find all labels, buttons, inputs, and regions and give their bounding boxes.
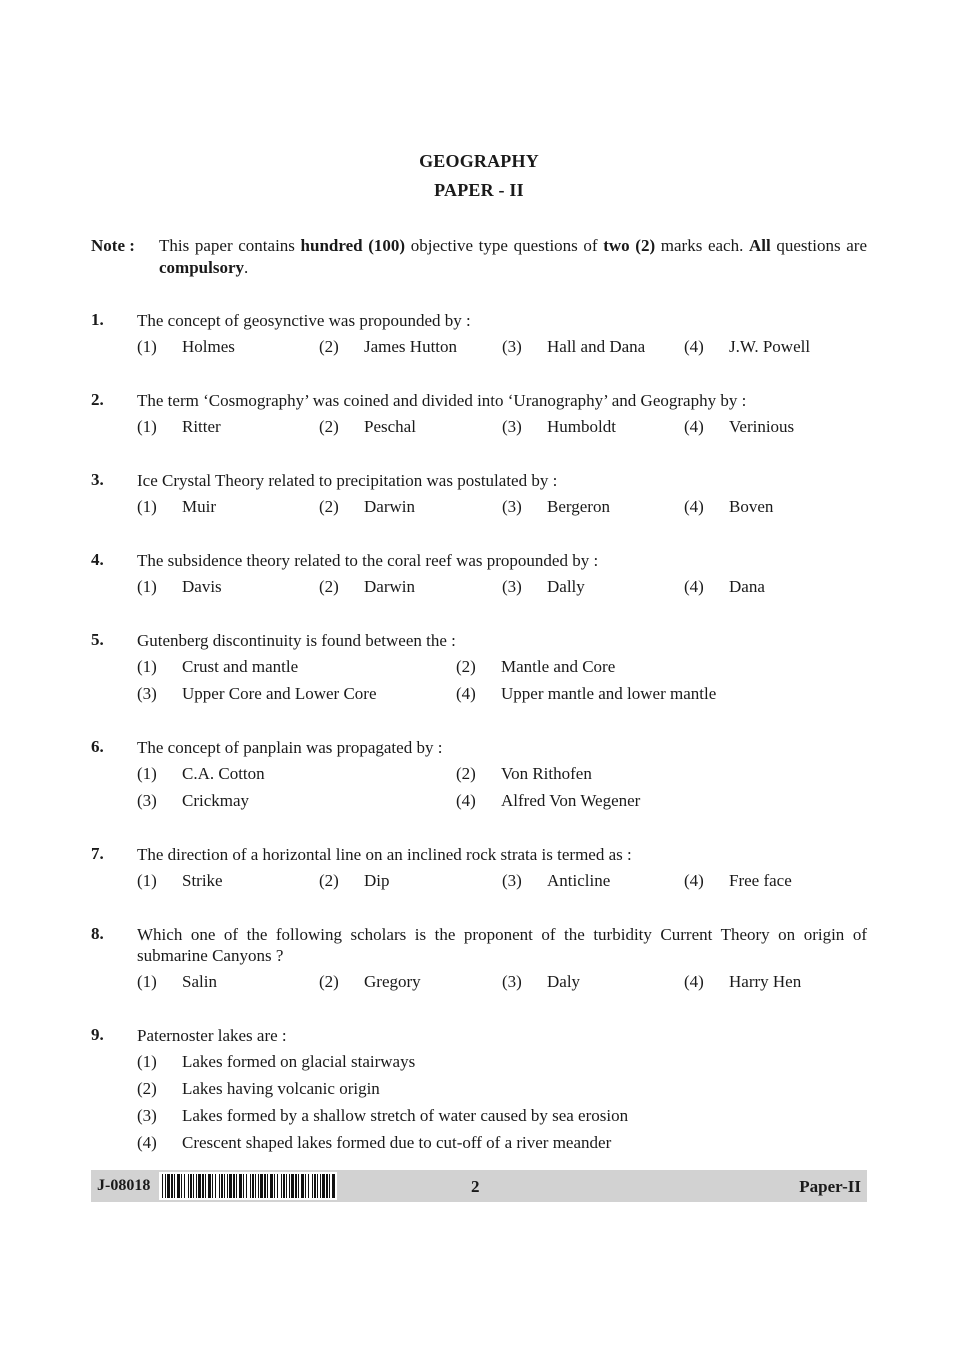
option-number: (3) (137, 684, 157, 703)
option-text: Alfred Von Wegener (501, 791, 641, 810)
option-number: (1) (137, 1052, 157, 1071)
barcode-bar (181, 1174, 182, 1198)
note-text: questions are (770, 236, 867, 255)
paper-title: PAPER - II (434, 180, 524, 200)
option-text: Darwin (364, 497, 415, 516)
barcode-bar (221, 1174, 223, 1198)
barcode-bar (267, 1174, 268, 1198)
barcode-bar (289, 1174, 290, 1198)
option-text: James Hutton (364, 337, 458, 356)
option-number: (4) (456, 791, 476, 810)
barcode-bar (165, 1174, 166, 1198)
barcode-bar (193, 1174, 194, 1198)
option-text: Darwin (364, 577, 415, 596)
option-number: (4) (684, 972, 704, 991)
option-text: Ritter (182, 417, 221, 436)
option-number: (1) (137, 497, 157, 516)
barcode-bar (174, 1174, 175, 1198)
question-number: 4. (91, 550, 104, 569)
note-body (159, 235, 867, 279)
option-text: Anticline (547, 871, 611, 890)
barcode-bar (196, 1174, 197, 1198)
barcode-bar (184, 1174, 185, 1198)
option-text: Daly (547, 972, 581, 991)
option-number: (3) (137, 791, 157, 810)
barcode-bar (162, 1174, 163, 1198)
barcode-bar (332, 1174, 335, 1198)
option-text: Salin (182, 972, 217, 991)
option-number: (4) (456, 684, 476, 703)
option-text: Lakes formed by a shallow stretch of water caused by sea erosion (182, 1106, 629, 1125)
option-number: (3) (502, 577, 522, 596)
barcode-bar (326, 1174, 328, 1198)
note-text: marks each. (655, 236, 749, 255)
option-text: Dana (729, 577, 765, 596)
option-text: Bergeron (547, 497, 610, 516)
question-text: The concept of panplain was propagated by : (137, 738, 443, 757)
option-number: (4) (684, 577, 704, 596)
question-number: 9. (91, 1025, 104, 1044)
option-text: Davis (182, 577, 222, 596)
option-text: Mantle and Core (501, 657, 616, 676)
option-number: (4) (684, 337, 704, 356)
option-number: (2) (319, 577, 339, 596)
option-text: Crickmay (182, 791, 250, 810)
option-number: (2) (319, 417, 339, 436)
option-number: (3) (502, 871, 522, 890)
question-number: 2. (91, 390, 104, 409)
option-number: (4) (137, 1133, 157, 1152)
option-text: Dip (364, 871, 390, 890)
option-text: Von Rithofen (501, 764, 592, 783)
option-number: (1) (137, 764, 157, 783)
barcode-bar (274, 1174, 275, 1198)
barcode-bar (286, 1174, 287, 1198)
note-text: objective type questions of (405, 236, 604, 255)
barcode-bar (202, 1174, 204, 1198)
question-text: Ice Crystal Theory related to precipitation was postulated by : (137, 471, 558, 490)
option-text: Dally (547, 577, 585, 596)
barcode-bar (264, 1174, 266, 1198)
option-text: Boven (729, 497, 774, 516)
note-compulsory: compulsory (159, 258, 244, 277)
option-text: Crust and mantle (182, 657, 299, 676)
question-number: 1. (91, 310, 104, 329)
option-number: (3) (502, 972, 522, 991)
barcode-bar (208, 1174, 211, 1198)
option-text: Lakes having volcanic origin (182, 1079, 380, 1098)
option-number: (4) (684, 417, 704, 436)
option-number: (1) (137, 657, 157, 676)
question-number: 5. (91, 630, 104, 649)
barcode-bar (198, 1174, 201, 1198)
question-number: 7. (91, 844, 104, 863)
question-number: 6. (91, 737, 104, 756)
note-all: All (749, 236, 771, 255)
barcode-bar (250, 1174, 251, 1198)
barcode-bar (317, 1174, 318, 1198)
option-number: (4) (684, 871, 704, 890)
barcode-bar (305, 1174, 306, 1198)
note-text: . (244, 258, 249, 277)
option-text: Holmes (182, 337, 235, 356)
question-text: Gutenberg discontinuity is found between the : (137, 631, 456, 650)
question-text: Which one of the following scholars is the proponent of the turbidity Current Theory on origin of submarine Canyons ? (137, 925, 867, 965)
option-text: Free face (729, 871, 792, 890)
barcode-bar (177, 1174, 180, 1198)
barcode-bar (314, 1174, 316, 1198)
barcode-bar (270, 1174, 273, 1198)
option-number: (2) (137, 1079, 157, 1098)
option-text: Upper Core and Lower Core (182, 684, 377, 703)
barcode-bar (260, 1174, 263, 1198)
option-number: (2) (319, 497, 339, 516)
barcode-bar (205, 1174, 206, 1198)
barcode-bar (171, 1174, 173, 1198)
option-text: Hall and Dana (547, 337, 646, 356)
barcode-bar (312, 1174, 313, 1198)
option-text: Humboldt (547, 417, 616, 436)
booklet-code: J-08018 (97, 1177, 151, 1194)
barcode-bar (258, 1174, 259, 1198)
option-number: (2) (319, 337, 339, 356)
option-text: Muir (182, 497, 216, 516)
option-number: (3) (502, 497, 522, 516)
barcode-bar (283, 1174, 285, 1198)
option-number: (1) (137, 577, 157, 596)
barcode-bar (215, 1174, 216, 1198)
barcode-bar (229, 1174, 232, 1198)
option-text: Strike (182, 871, 223, 890)
barcode-bar (233, 1174, 235, 1198)
option-text: Upper mantle and lower mantle (501, 684, 717, 703)
option-number: (3) (502, 337, 522, 356)
barcode-bar (224, 1174, 225, 1198)
option-number: (1) (137, 871, 157, 890)
barcode-bar (212, 1174, 213, 1198)
barcode-bar (255, 1174, 256, 1198)
question-text: The direction of a horizontal line on an inclined rock strata is termed as : (137, 845, 632, 864)
option-text: Harry Hen (729, 972, 802, 991)
option-number: (1) (137, 417, 157, 436)
option-number: (3) (502, 417, 522, 436)
page-number: 2 (471, 1177, 480, 1196)
option-text: Verinious (729, 417, 795, 436)
paper-label: Paper-II (799, 1177, 861, 1196)
page-footer (91, 1170, 867, 1202)
barcode-bar (243, 1174, 244, 1198)
option-text: Peschal (364, 417, 416, 436)
option-text: Gregory (364, 972, 421, 991)
option-number: (4) (684, 497, 704, 516)
barcode-bar (291, 1174, 294, 1198)
barcode-bar (239, 1174, 242, 1198)
option-number: (2) (319, 871, 339, 890)
option-number: (1) (137, 337, 157, 356)
barcode-bar (252, 1174, 254, 1198)
barcode-bar (320, 1174, 321, 1198)
barcode-bar (301, 1174, 304, 1198)
barcode-bar (219, 1174, 220, 1198)
note-question-count: hundred (100) (300, 236, 406, 255)
barcode-bar (322, 1174, 325, 1198)
barcode-icon (159, 1172, 337, 1200)
barcode-bar (277, 1174, 278, 1198)
question-number: 3. (91, 470, 104, 489)
barcode-bar (246, 1174, 247, 1198)
question-number: 8. (91, 924, 104, 943)
option-number: (2) (319, 972, 339, 991)
option-number: (2) (456, 657, 476, 676)
barcode-bar (227, 1174, 228, 1198)
note-text: This paper contains (159, 236, 301, 255)
subject-title: GEOGRAPHY (419, 151, 539, 171)
barcode-bar (329, 1174, 330, 1198)
barcode-bar (167, 1174, 170, 1198)
question-text: The subsidence theory related to the coral reef was propounded by : (137, 551, 599, 570)
barcode-bar (308, 1174, 309, 1198)
option-number: (2) (456, 764, 476, 783)
question-text: The term ‘Cosmography’ was coined and divided into ‘Uranography’ and Geography by : (137, 391, 747, 410)
barcode-bar (190, 1174, 192, 1198)
option-text: Crescent shaped lakes formed due to cut-off of a river meander (182, 1133, 612, 1152)
barcode-bar (295, 1174, 297, 1198)
barcode-bar (298, 1174, 299, 1198)
note-marks: two (2) (603, 236, 656, 255)
barcode-bar (281, 1174, 282, 1198)
barcode-bar (188, 1174, 189, 1198)
option-text: J.W. Powell (729, 337, 811, 356)
option-text: Lakes formed on glacial stairways (182, 1052, 416, 1071)
option-text: C.A. Cotton (182, 764, 265, 783)
question-text: Paternoster lakes are : (137, 1026, 287, 1045)
option-number: (1) (137, 972, 157, 991)
barcode-bar (236, 1174, 237, 1198)
question-text: The concept of geosynctive was propounded by : (137, 311, 471, 330)
note-label: Note : (91, 236, 135, 255)
option-number: (3) (137, 1106, 157, 1125)
